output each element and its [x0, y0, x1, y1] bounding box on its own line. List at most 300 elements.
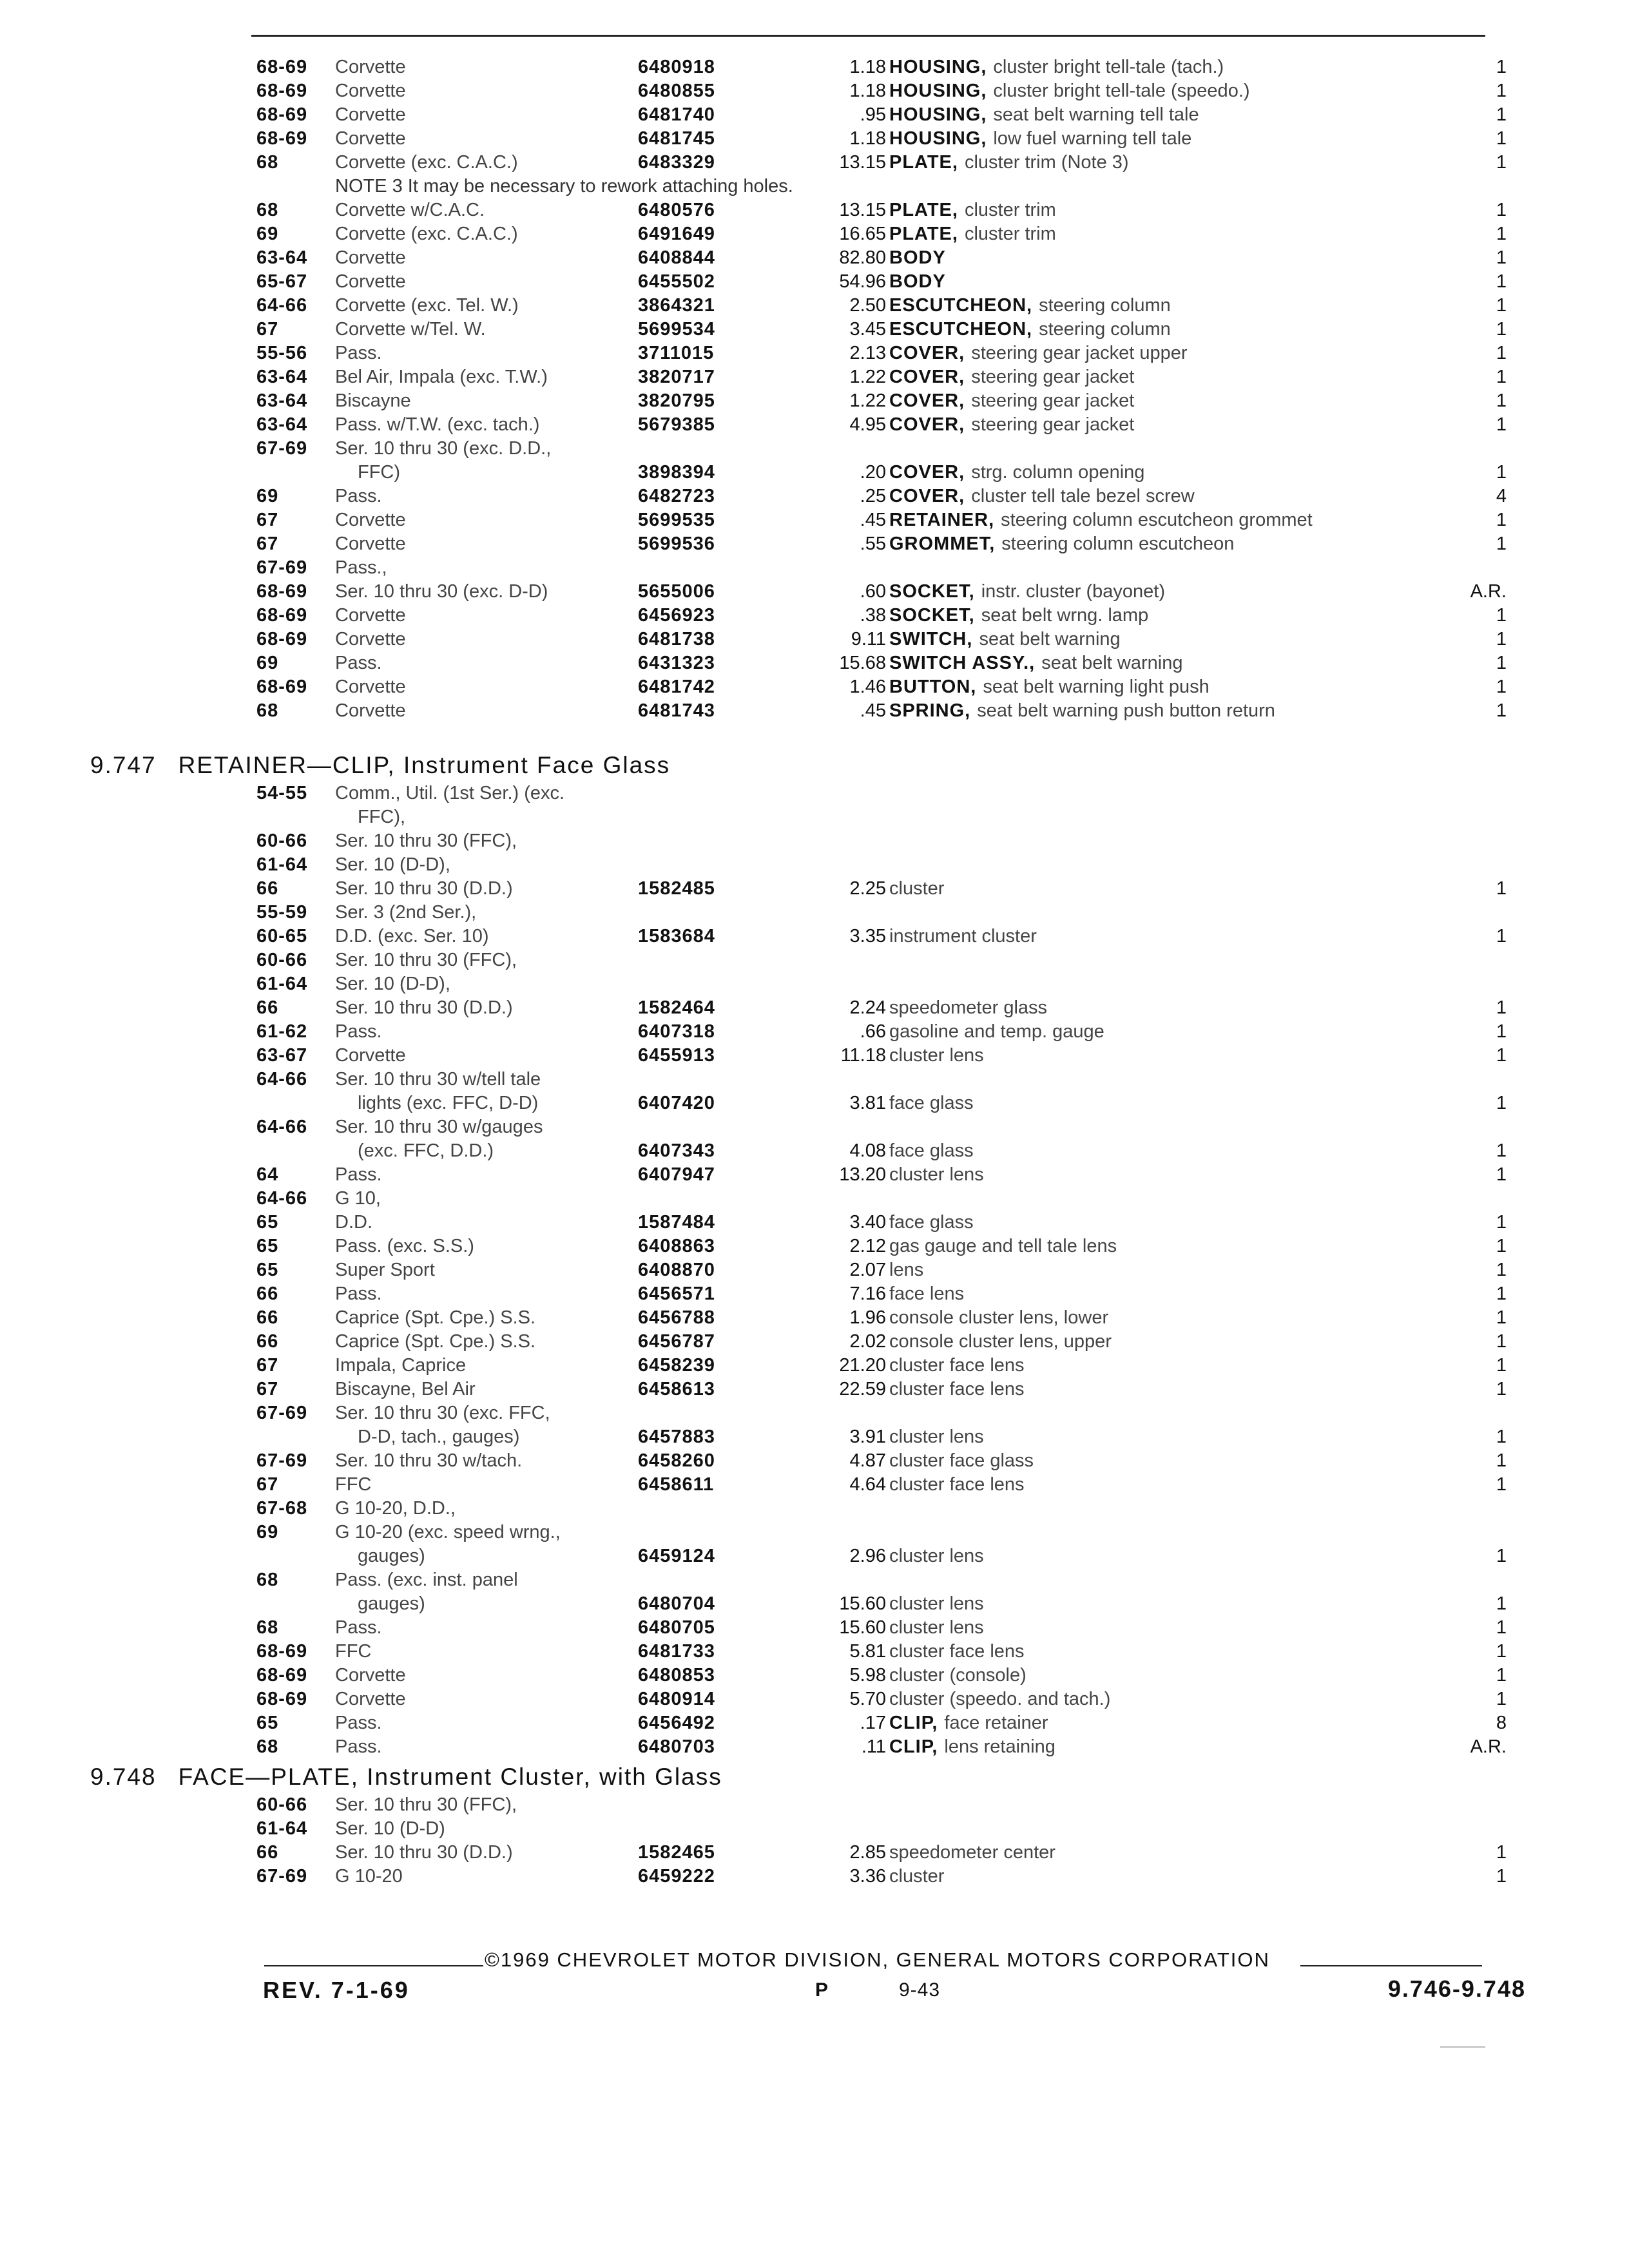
application: Corvette	[335, 57, 406, 77]
application: lights (exc. FFC, D-D)	[358, 1093, 539, 1113]
part-name: COVER,	[889, 367, 965, 387]
model-years: 69	[256, 224, 279, 244]
model-years: 67	[256, 1379, 279, 1399]
part-number: 1582464	[638, 997, 715, 1018]
part-number: 6480855	[638, 81, 715, 101]
description	[889, 580, 1165, 604]
price: .11	[861, 1736, 886, 1757]
model-years: 68-69	[256, 81, 308, 101]
part-row	[245, 1258, 1521, 1282]
part-number: 6458239	[638, 1355, 715, 1376]
part-row	[245, 1401, 1521, 1425]
part-row	[245, 437, 1521, 461]
quantity: 1	[1496, 1866, 1507, 1887]
part-number: 6483329	[638, 152, 715, 173]
part-row	[245, 1354, 1521, 1378]
parts-list-continued	[245, 55, 1521, 723]
application: Corvette	[335, 247, 406, 268]
model-years: 67-69	[256, 1866, 308, 1887]
price: 1.18	[849, 81, 886, 101]
part-number: 6407420	[638, 1093, 715, 1113]
price: .20	[860, 462, 886, 483]
quantity: 1	[1496, 1355, 1507, 1376]
quantity: A.R.	[1470, 1736, 1507, 1757]
part-row	[245, 1865, 1521, 1888]
part-number: 1582485	[638, 878, 715, 899]
part-number: 1582465	[638, 1842, 715, 1863]
application: gauges)	[358, 1546, 425, 1566]
part-number: 6455502	[638, 271, 715, 292]
part-name: BODY	[889, 271, 946, 292]
quantity: 1	[1496, 414, 1507, 435]
application: Ser. 10 thru 30 (FFC),	[335, 831, 517, 851]
price: 2.02	[849, 1331, 886, 1352]
price: 3.91	[849, 1427, 886, 1447]
group-range: 9.746-9.748	[1387, 1975, 1526, 2002]
quantity: 1	[1496, 1427, 1507, 1447]
description-text: instrument cluster	[889, 926, 1037, 947]
quantity: 1	[1496, 1331, 1507, 1352]
part-number: 6480918	[638, 57, 715, 77]
quantity: 1	[1496, 1164, 1507, 1185]
part-number: 6480704	[638, 1593, 715, 1614]
price: .45	[860, 700, 886, 721]
part-number: 6456788	[638, 1307, 715, 1328]
price: 5.70	[849, 1689, 886, 1709]
part-number: 6491649	[638, 224, 715, 244]
description-text: steering column	[1039, 295, 1171, 316]
part-name: COVER,	[889, 486, 965, 506]
application: G 10-20	[335, 1866, 403, 1887]
part-row	[245, 1473, 1521, 1497]
description-text: console cluster lens, upper	[889, 1331, 1112, 1352]
model-years: 68-69	[256, 629, 308, 649]
quantity: 1	[1496, 1093, 1507, 1113]
description-text: cluster face lens	[889, 1474, 1025, 1495]
part-row	[245, 651, 1521, 675]
part-number: 6431323	[638, 653, 715, 673]
part-number: 6481745	[638, 128, 715, 149]
application: Ser. 10 (D-D)	[335, 1818, 445, 1839]
quantity: 1	[1496, 1379, 1507, 1399]
description-text: cluster (speedo. and tach.)	[889, 1689, 1111, 1709]
model-years: 68-69	[256, 581, 308, 602]
scan-mark	[1440, 2046, 1485, 2048]
quantity: 1	[1496, 1307, 1507, 1328]
part-name: COVER,	[889, 390, 965, 411]
part-number: 6408863	[638, 1236, 715, 1256]
part-name: ESCUTCHEON,	[889, 319, 1033, 340]
description-text: cluster face lens	[889, 1355, 1025, 1376]
application: Super Sport	[335, 1260, 435, 1280]
model-years: 68	[256, 700, 279, 721]
quantity: 1	[1496, 510, 1507, 530]
description	[889, 1449, 1034, 1473]
description-text: seat belt warning light push	[983, 677, 1210, 697]
model-years: 66	[256, 997, 279, 1018]
application: Corvette w/C.A.C.	[335, 200, 485, 220]
description-text: cluster lens	[889, 1546, 984, 1566]
application: Pass.	[335, 1164, 382, 1185]
quantity: 1	[1496, 653, 1507, 673]
application: Biscayne	[335, 390, 411, 411]
application: gauges)	[358, 1593, 425, 1614]
part-row	[245, 389, 1521, 413]
application: D.D.	[335, 1212, 372, 1233]
part-number: 3711015	[638, 343, 715, 363]
model-years: 67-69	[256, 1450, 308, 1471]
description	[889, 270, 946, 294]
description-text: steering gear jacket	[971, 414, 1135, 435]
part-number: 1583684	[638, 926, 715, 947]
description	[889, 1687, 1110, 1711]
model-years: 67-69	[256, 438, 308, 459]
page-number: 9-43	[899, 1979, 941, 2001]
model-years: 68-69	[256, 128, 308, 149]
model-years: 67	[256, 533, 279, 554]
part-number: 5699535	[638, 510, 715, 530]
quantity: 1	[1496, 128, 1507, 149]
model-years: 67-69	[256, 557, 308, 578]
section-title: FACE—PLATE, Instrument Cluster, with Glass	[178, 1763, 722, 1790]
application: G 10,	[335, 1188, 381, 1209]
description-text: cluster bright tell-tale (speedo.)	[993, 81, 1250, 101]
price: .17	[860, 1713, 886, 1733]
quantity: 1	[1496, 1842, 1507, 1863]
price: 54.96	[839, 271, 886, 292]
description	[889, 1378, 1025, 1401]
part-row	[245, 1711, 1521, 1735]
section-heading-9-748	[90, 1759, 722, 1795]
application: Ser. 10 thru 30 (D.D.)	[335, 1842, 513, 1863]
description	[889, 103, 1199, 127]
part-name: GROMMET,	[889, 533, 996, 554]
description-text: lens	[889, 1260, 924, 1280]
model-years: 64-66	[256, 1188, 308, 1209]
description-text: steering gear jacket	[971, 390, 1135, 411]
model-years: 67	[256, 1474, 279, 1495]
price: 2.07	[849, 1260, 886, 1280]
part-row	[245, 532, 1521, 556]
part-row	[245, 485, 1521, 508]
quantity: 1	[1496, 1021, 1507, 1042]
part-row	[245, 294, 1521, 318]
part-row	[245, 1841, 1521, 1865]
note-text: NOTE 3 It may be necessary to rework attaching holes.	[335, 176, 793, 197]
application: Caprice (Spt. Cpe.) S.S.	[335, 1331, 536, 1352]
application: FFC	[335, 1474, 372, 1495]
model-years: 64-66	[256, 1117, 308, 1137]
price: 2.50	[849, 295, 886, 316]
copyright-notice: ©1969 CHEVROLET MOTOR DIVISION, GENERAL MOTORS CORPORATION	[485, 1948, 1270, 1971]
part-row	[245, 198, 1521, 222]
price: .38	[860, 605, 886, 626]
model-years: 63-64	[256, 367, 308, 387]
quantity: 1	[1496, 677, 1507, 697]
model-years: 65	[256, 1713, 279, 1733]
model-years: 63-64	[256, 247, 308, 268]
part-number: 6480703	[638, 1736, 715, 1757]
quantity: 1	[1496, 1140, 1507, 1161]
part-number: 6458613	[638, 1379, 715, 1399]
description	[889, 461, 1144, 485]
application: Corvette	[335, 1045, 406, 1066]
part-name: CLIP,	[889, 1736, 938, 1757]
model-years: 65	[256, 1212, 279, 1233]
description	[889, 294, 1171, 318]
application: Corvette	[335, 510, 406, 530]
description-text: face lens	[889, 1283, 965, 1304]
description-text: lens retaining	[944, 1736, 1055, 1757]
part-row	[245, 556, 1521, 580]
part-row	[245, 1521, 1521, 1544]
part-number: 6407318	[638, 1021, 715, 1042]
description-text: face glass	[889, 1140, 974, 1161]
quantity: 1	[1496, 81, 1507, 101]
description-text: seat belt warning	[1041, 653, 1183, 673]
quantity: 1	[1496, 1474, 1507, 1495]
part-name: COVER,	[889, 343, 965, 363]
model-years: 69	[256, 653, 279, 673]
description-text: cluster lens	[889, 1164, 984, 1185]
description	[889, 1091, 974, 1115]
quantity: 1	[1496, 926, 1507, 947]
description	[889, 1473, 1025, 1497]
model-years: 60-66	[256, 1794, 308, 1815]
quantity: 1	[1496, 1236, 1507, 1256]
quantity: 1	[1496, 367, 1507, 387]
part-row	[245, 1091, 1521, 1115]
description	[889, 1841, 1055, 1865]
part-number: 1587484	[638, 1212, 715, 1233]
part-number: 6407947	[638, 1164, 715, 1185]
model-years: 65	[256, 1260, 279, 1280]
application: Corvette w/Tel. W.	[335, 319, 486, 340]
part-row	[245, 1282, 1521, 1306]
application: Caprice (Spt. Cpe.) S.S.	[335, 1307, 536, 1328]
part-row	[245, 805, 1521, 829]
application: Pass.	[335, 486, 382, 506]
part-row	[245, 1187, 1521, 1211]
application: G 10-20 (exc. speed wrng.,	[335, 1522, 561, 1542]
model-years: 68	[256, 1617, 279, 1638]
application: Pass.	[335, 1283, 382, 1304]
part-row	[245, 1817, 1521, 1841]
price: 1.22	[849, 367, 886, 387]
model-years: 65	[256, 1236, 279, 1256]
part-number: 6456923	[638, 605, 715, 626]
model-years: 63-64	[256, 390, 308, 411]
quantity: 1	[1496, 605, 1507, 626]
quantity: 1	[1496, 1617, 1507, 1638]
application: Ser. 10 (D-D),	[335, 974, 450, 994]
part-number: 6480853	[638, 1665, 715, 1686]
quantity: 1	[1496, 700, 1507, 721]
price: 13.15	[839, 152, 886, 173]
price: 13.20	[839, 1164, 886, 1185]
application: Ser. 3 (2nd Ser.),	[335, 902, 477, 923]
section-title: RETAINER—CLIP, Instrument Face Glass	[178, 752, 671, 778]
quantity: 1	[1496, 629, 1507, 649]
part-number: 3820717	[638, 367, 715, 387]
description-text: face glass	[889, 1212, 974, 1233]
part-row	[245, 1330, 1521, 1354]
section-heading-9-747	[90, 747, 670, 783]
description	[889, 413, 1134, 437]
application: Corvette	[335, 1689, 406, 1709]
application: Pass. (exc. S.S.)	[335, 1236, 474, 1256]
part-name: COVER,	[889, 462, 965, 483]
description	[889, 79, 1250, 103]
price: 4.64	[849, 1474, 886, 1495]
price: 21.20	[839, 1355, 886, 1376]
part-row	[245, 901, 1521, 925]
price: 2.13	[849, 343, 886, 363]
part-row	[245, 580, 1521, 604]
part-number: 5679385	[638, 414, 715, 435]
quantity: 1	[1496, 1045, 1507, 1066]
model-years: 66	[256, 1842, 279, 1863]
part-row	[245, 1044, 1521, 1068]
part-number: 6481743	[638, 700, 715, 721]
part-row	[245, 1592, 1521, 1616]
application: Corvette	[335, 271, 406, 292]
application: Pass.	[335, 653, 382, 673]
application: Corvette	[335, 605, 406, 626]
description-text: cluster face lens	[889, 1379, 1025, 1399]
part-number: 6459222	[638, 1866, 715, 1887]
price: 2.12	[849, 1236, 886, 1256]
part-name: SWITCH ASSY.,	[889, 653, 1036, 673]
description	[889, 877, 944, 901]
application: Ser. 10 thru 30 w/tach.	[335, 1450, 523, 1471]
part-number: 6481740	[638, 104, 715, 125]
model-years: 60-66	[256, 950, 308, 970]
part-row	[245, 1425, 1521, 1449]
parts-list-9-747	[245, 782, 1521, 1759]
description	[889, 651, 1182, 675]
part-number: 6457883	[638, 1427, 715, 1447]
description-text: gasoline and temp. gauge	[889, 1021, 1104, 1042]
description-text: cluster lens	[889, 1427, 984, 1447]
description	[889, 246, 946, 270]
description-text: seat belt warning push button return	[977, 700, 1275, 721]
description-text: speedometer center	[889, 1842, 1055, 1863]
part-number: 3898394	[638, 462, 715, 483]
quantity: 1	[1496, 878, 1507, 899]
price: 15.60	[839, 1593, 886, 1614]
description-text: steering gear jacket	[971, 367, 1135, 387]
part-row	[245, 853, 1521, 877]
part-number: 6408844	[638, 247, 715, 268]
description	[889, 127, 1191, 151]
application: Corvette	[335, 677, 406, 697]
description-text: seat belt warning tell tale	[993, 104, 1199, 125]
part-number: 5699536	[638, 533, 715, 554]
description-text: gas gauge and tell tale lens	[889, 1236, 1117, 1256]
description-text: cluster lens	[889, 1593, 984, 1614]
description-text: instr. cluster (bayonet)	[981, 581, 1165, 602]
price: 13.15	[839, 200, 886, 220]
part-row	[245, 1544, 1521, 1568]
description	[889, 485, 1195, 508]
model-years: 67	[256, 319, 279, 340]
description	[889, 1330, 1112, 1354]
description	[889, 628, 1121, 651]
model-years: 68	[256, 1736, 279, 1757]
application: Comm., Util. (1st Ser.) (exc.	[335, 783, 565, 803]
part-row	[245, 341, 1521, 365]
quantity: 1	[1496, 57, 1507, 77]
description-text: face retainer	[944, 1713, 1048, 1733]
part-name: COVER,	[889, 414, 965, 435]
part-row	[245, 365, 1521, 389]
description	[889, 532, 1234, 556]
part-number: 6481742	[638, 677, 715, 697]
quantity: 1	[1496, 224, 1507, 244]
top-rule	[251, 35, 1485, 37]
quantity: 1	[1496, 533, 1507, 554]
description-text: cluster bright tell-tale (tach.)	[993, 57, 1224, 77]
application: Ser. 10 thru 30 w/tell tale	[335, 1069, 541, 1090]
part-row	[245, 270, 1521, 294]
part-number: 6480914	[638, 1689, 715, 1709]
parts-list-9-748	[245, 1793, 1521, 1888]
quantity: 1	[1496, 462, 1507, 483]
description-text: cluster face glass	[889, 1450, 1034, 1471]
application: FFC	[335, 1641, 372, 1662]
section-number: 9.747	[90, 752, 157, 778]
price: .95	[860, 104, 886, 125]
model-years: 60-65	[256, 926, 308, 947]
part-row	[245, 318, 1521, 341]
description-text: steering column	[1039, 319, 1171, 340]
part-name: BUTTON,	[889, 677, 977, 697]
part-number: 6481738	[638, 629, 715, 649]
part-number: 6407343	[638, 1140, 715, 1161]
model-years: 69	[256, 1522, 279, 1542]
application: Pass. w/T.W. (exc. tach.)	[335, 414, 540, 435]
model-years: 66	[256, 878, 279, 899]
application: Ser. 10 thru 30 (exc. D.D.,	[335, 438, 552, 459]
model-years: 67	[256, 1355, 279, 1376]
application: Ser. 10 thru 30 (exc. D-D)	[335, 581, 548, 602]
footer-rule-left	[264, 1965, 483, 1966]
model-years: 61-64	[256, 854, 308, 875]
part-row	[245, 972, 1521, 996]
part-number: 6455913	[638, 1045, 715, 1066]
quantity: 1	[1496, 104, 1507, 125]
description	[889, 365, 1134, 389]
model-years: 67	[256, 510, 279, 530]
model-years: 68-69	[256, 605, 308, 626]
part-row	[245, 1687, 1521, 1711]
part-row	[245, 222, 1521, 246]
price: 3.81	[849, 1093, 886, 1113]
part-row	[245, 925, 1521, 948]
model-years: 68-69	[256, 1641, 308, 1662]
price: 1.22	[849, 390, 886, 411]
part-name: BODY	[889, 247, 946, 268]
part-row	[245, 1568, 1521, 1592]
model-years: 66	[256, 1331, 279, 1352]
application: Corvette	[335, 533, 406, 554]
price: 4.08	[849, 1140, 886, 1161]
part-row	[245, 1664, 1521, 1687]
part-row	[245, 1640, 1521, 1664]
description	[889, 389, 1134, 413]
part-name: CLIP,	[889, 1713, 938, 1733]
